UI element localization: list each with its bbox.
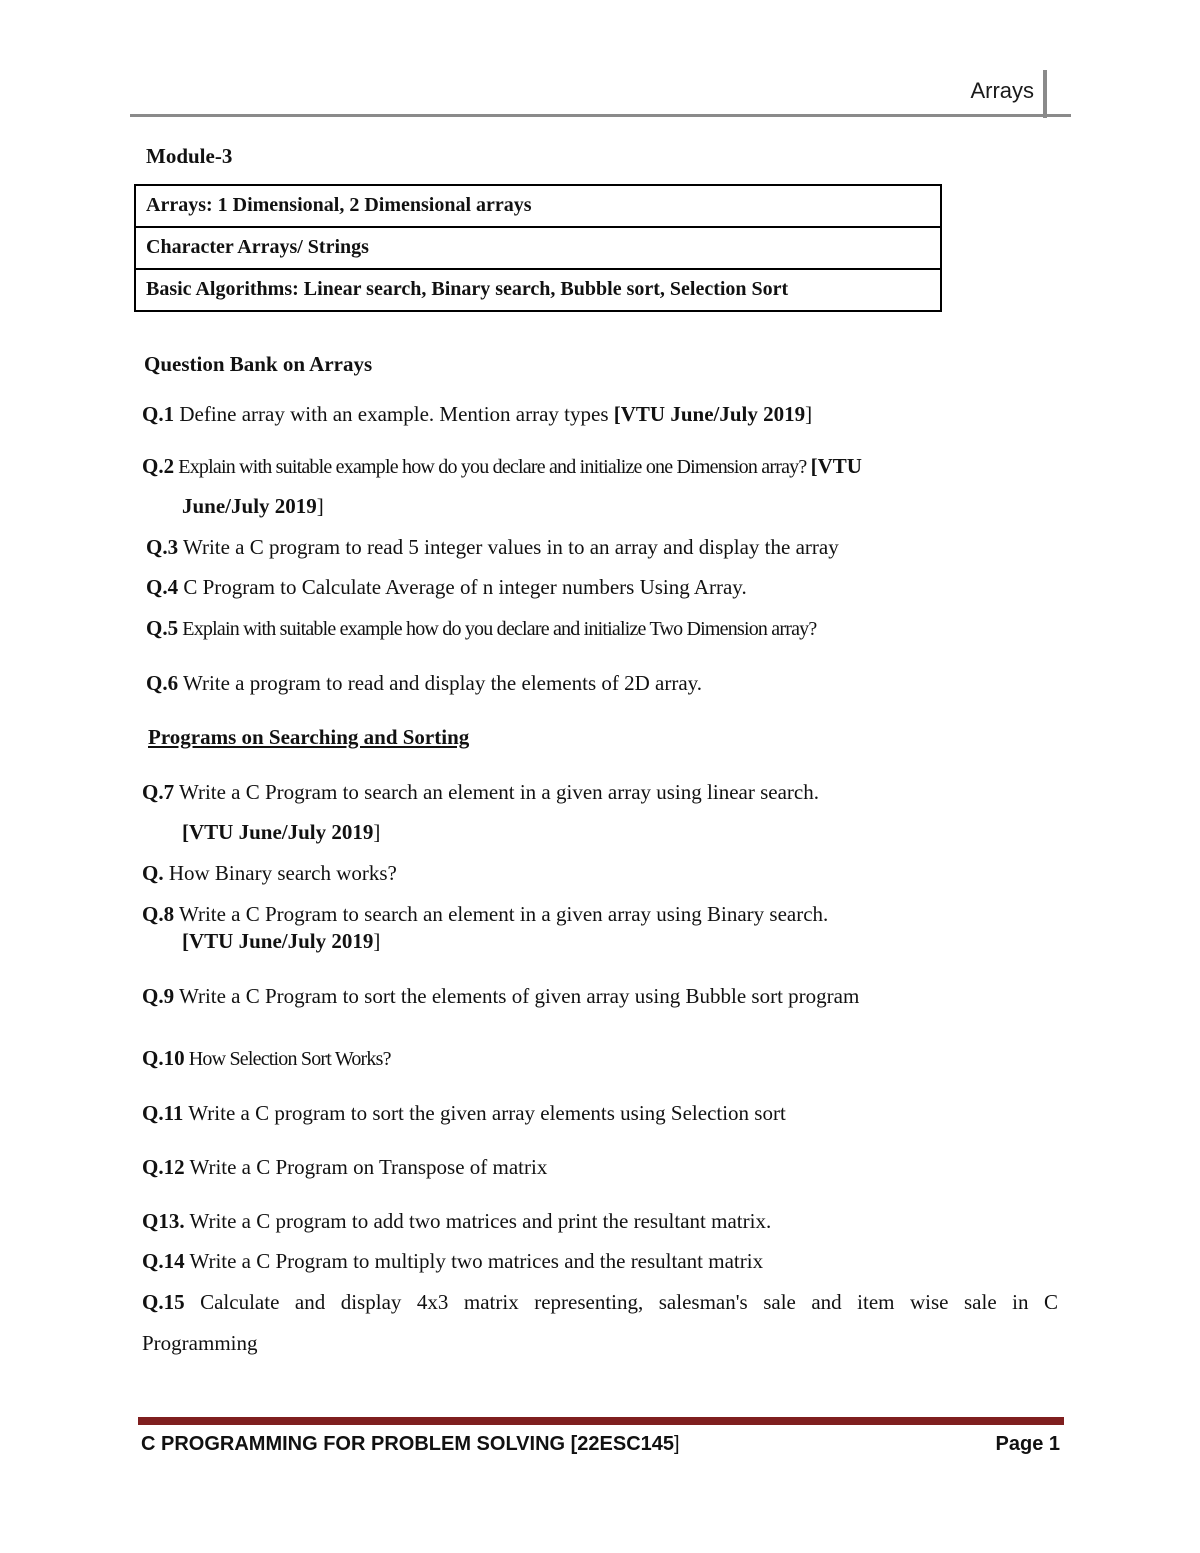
question-reference: [VTU June/July 2019 [182, 929, 374, 953]
question-text: Explain with suitable example how do you declare and initialize Two Dimension array? [178, 618, 817, 640]
question-text: C Program to Calculate Average of n integer numbers Using Array. [178, 575, 747, 599]
question-number: Q.6 [146, 671, 179, 695]
footer-course-name: C PROGRAMMING FOR PROBLEM SOLVING [22ESC145 [141, 1433, 675, 1455]
question-text: How Binary search works? [163, 861, 397, 885]
question-number: Q.15 [142, 1290, 185, 1314]
footer-bracket: ] [674, 1433, 680, 1455]
question-number: Q.12 [142, 1155, 185, 1179]
topic-row [135, 269, 941, 311]
question-number: Q.4 [146, 575, 179, 599]
question-number: Q.1 [142, 402, 175, 426]
question-number: Q.11 [142, 1101, 184, 1125]
question-text: Explain with suitable example how do you declare and initialize one Dimension array? [174, 456, 811, 478]
page-header-title: Arrays [970, 78, 1034, 103]
topic-row [135, 185, 941, 227]
module-title: Module-3 [146, 144, 233, 168]
question-10 [142, 1046, 391, 1071]
question-binary-search [142, 861, 397, 886]
question-text: Write a program to read and display the elements of 2D array. [178, 671, 703, 695]
question-15-continued: Programming [142, 1331, 258, 1355]
question-reference: [VTU June/July 2019 [613, 402, 806, 426]
question-8 [142, 902, 828, 927]
footer-rule [138, 1417, 1064, 1425]
reference-bracket: ] [316, 494, 324, 518]
topic-cell: Basic Algorithms: Linear search, Binary search, Bubble sort, Selection Sort [135, 269, 941, 311]
question-text: Write a C Program to multiply two matrices and the resultant matrix [184, 1249, 764, 1273]
question-number: Q.14 [142, 1249, 185, 1273]
topics-table [134, 184, 942, 312]
question-number: Q.8 [142, 902, 175, 926]
question-number: Q.2 [142, 454, 175, 478]
question-text: Write a C program to read 5 integer values in to an array and display the array [178, 535, 839, 559]
question-text: Define array with an example. Mention array types [174, 402, 614, 426]
question-1 [142, 402, 812, 427]
footer-page-number: Page 1 [995, 1433, 1060, 1455]
question-9 [142, 984, 859, 1009]
question-13 [142, 1209, 771, 1234]
question-3 [146, 535, 839, 560]
question-7 [142, 780, 819, 805]
question-reference: [VTU June/July 2019 [182, 820, 374, 844]
question-text: How Selection Sort Works? [184, 1048, 391, 1070]
question-reference: [VTU [810, 454, 862, 478]
topic-cell: Character Arrays/ Strings [135, 227, 941, 269]
question-text: Calculate and display 4x3 matrix representing, salesman's sale and item wise sale in C [184, 1290, 1058, 1314]
footer-course-title [141, 1433, 680, 1456]
question-text: Write a C Program to search an element in a given array using linear search. [174, 780, 819, 804]
question-5 [146, 616, 816, 641]
question-text: Write a C Program to sort the elements of given array using Bubble sort program [174, 984, 860, 1008]
topic-row [135, 227, 941, 269]
question-number: Q13. [142, 1209, 185, 1233]
question-7-reference [182, 820, 380, 845]
header-vertical-bar [1043, 70, 1047, 118]
question-text: Write a C program to sort the given array elements using Selection sort [183, 1101, 786, 1125]
question-11 [142, 1101, 786, 1126]
question-4 [146, 575, 747, 600]
question-12 [142, 1155, 547, 1180]
question-8-reference [182, 929, 380, 954]
question-reference: June/July 2019 [182, 494, 317, 518]
question-6 [146, 671, 702, 696]
question-2 [142, 454, 862, 479]
reference-bracket: ] [805, 402, 813, 426]
question-number: Q. [142, 861, 164, 885]
question-text: Write a C program to add two matrices and print the resultant matrix. [184, 1209, 772, 1233]
question-number: Q.7 [142, 780, 175, 804]
question-number: Q.9 [142, 984, 175, 1008]
question-text: Write a C Program to search an element in a given array using Binary search. [174, 902, 829, 926]
question-bank-title: Question Bank on Arrays [144, 352, 373, 376]
topic-cell: Arrays: 1 Dimensional, 2 Dimensional arrays [135, 185, 941, 227]
question-15 [142, 1290, 1058, 1315]
question-2-continued [182, 494, 324, 519]
reference-bracket: ] [373, 820, 381, 844]
question-number: Q.3 [146, 535, 179, 559]
reference-bracket: ] [373, 929, 381, 953]
question-14 [142, 1249, 763, 1274]
searching-sorting-title: Programs on Searching and Sorting [148, 725, 470, 749]
question-text: Write a C Program on Transpose of matrix [184, 1155, 548, 1179]
question-number: Q.5 [146, 616, 179, 640]
question-number: Q.10 [142, 1046, 185, 1070]
header-rule [130, 114, 1071, 117]
